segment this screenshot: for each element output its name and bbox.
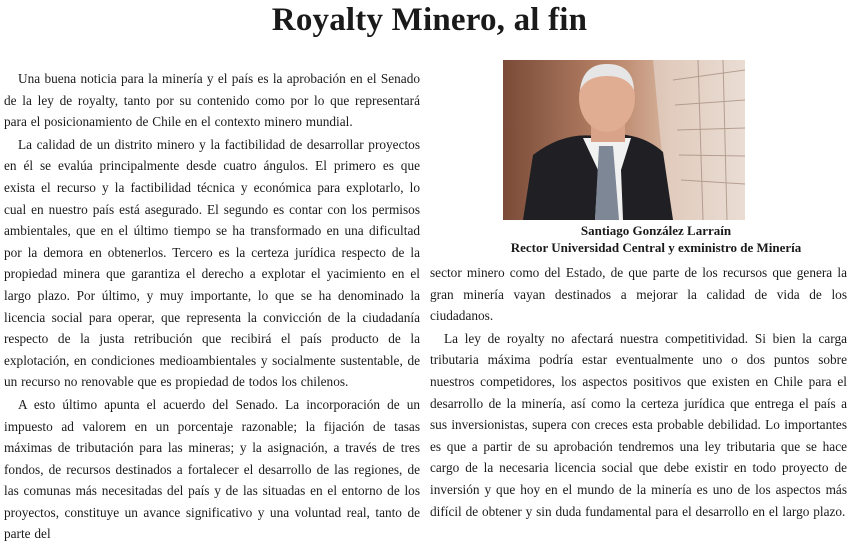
article-title: Royalty Minero, al fin [271, 2, 588, 38]
caption-role: Rector Universidad Central y exministro de Minería [510, 240, 802, 255]
caption-name: Santiago González Larraín [580, 223, 732, 238]
article-right-column [430, 262, 847, 523]
article-left-column [4, 68, 420, 546]
photo-caption [500, 222, 812, 256]
paragraph: Una buena noticia para la minería y el país es la aprobación en el Senado de la ley de royalty, tanto por su contenido como por lo que representará para el posicionamiento de Chile en el contexto minero mundial. [4, 71, 420, 130]
paragraph: sector minero como del Estado, de que parte de los recursos que genera la gran minería vayan destinados a mejorar la calidad de vida de los ciudadanos. [430, 265, 847, 324]
paragraph: A esto último apunta el acuerdo del Senado. La incorporación de un impuesto ad valorem en un porcentaje razonable; la fijación de tasas máximas de tributación para las mineras; y la asignación, a través de tres fondos, de recursos destinados a fortalecer el desarrollo de las regiones, de las comunas más necesitadas del país y de las situadas en el entorno de los proyectos, constituye un avance significativo y una voluntad real, tanto de parte del [4, 396, 420, 542]
paragraph: La ley de royalty no afectará nuestra competitividad. Si bien la carga tributaria máxima podría estar eventualmente uno o dos puntos sobre nuestros competidores, los aspectos positivos que existen en Chile para el desarrollo de la minería, así como la certeza jurídica que entrega el país a sus inversionistas, supera con creces esta probable debilidad. Lo importantes es que a partir de su aprobación tendremos una ley tributaria que se hace cargo de la necesaria licencia social que debe existir en todo proyecto de inversión y que hoy en el mundo de la minería es uno de los aspectos más difícil de obtener y sin duda fundamental para el desarrollo en el largo plazo. [430, 330, 847, 519]
paragraph: La calidad de un distrito minero y la factibilidad de desarrollar proyectos en él se evalúa principalmente desde cuatro ángulos. El primero es que exista el recurso y la factibilidad técnica y económica para explotarlo, lo cual en nuestro país está asegurado. El segundo es contar con los permisos ambientales, que en el último tiempo se ha transformado en una dificultad por la demora en obtenerlos. Tercero es la certeza jurídica respecto de la propiedad minera que garantiza el derecho a explotar el yacimiento en el largo plazo. Por último, y muy importante, lo que se ha denominado la licencia social para operar, que representa la convicción de la ciudadanía respecto de la justa retribución que recibirá el país producto de la explotación, en condiciones medioambientales y socialmente sustentable, de un recurso no renovable que es propiedad de todos los chilenos. [4, 136, 420, 390]
author-photo [503, 60, 745, 220]
author-portrait-image [503, 60, 745, 220]
